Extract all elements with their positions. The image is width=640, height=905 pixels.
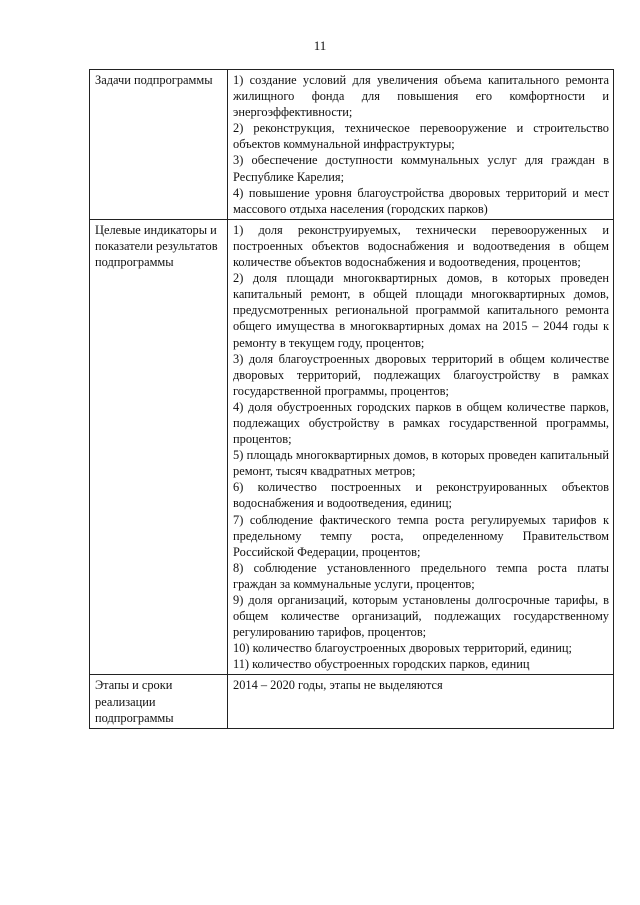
- indicator-item: 11) количество обустроенных городских парков, единиц: [233, 657, 530, 672]
- indicator-item: 1) доля реконструируемых, технически перевооруженных и построенных объектов водоснабжения и водоотведения в общем количестве объектов водоснабжения и водоотведения, процентов;: [233, 222, 609, 270]
- indicator-item: 6) количество построенных и реконструированных объектов водоснабжения и водоотведения, единиц;: [233, 480, 609, 511]
- task-item: 2) реконструкция, техническое перевооружение и строительство объектов коммунальной инфраструктуры;: [233, 121, 609, 152]
- indicator-item: 4) доля обустроенных городских парков в общем количестве парков, подлежащих обустройству в рамках государственной программы, процентов;: [233, 399, 609, 447]
- subprogram-passport-table: [89, 69, 614, 729]
- stages-item: 2014 – 2020 годы, этапы не выделяются: [233, 678, 443, 693]
- indicator-item: 9) доля организаций, которым установлены долгосрочные тарифы, в общем количестве организаций, подлежащих государственному регулированию тарифов, процентов;: [233, 593, 609, 640]
- task-item: 3) обеспечение доступности коммунальных услуг для граждан в Республике Карелия;: [233, 153, 609, 184]
- row-label-stages: Этапы и сроки реализации подпрограммы: [90, 675, 228, 728]
- row-label-indicators: Целевые индикаторы и показатели результатов подпрограммы: [90, 219, 228, 675]
- page-number: 11: [313, 38, 327, 53]
- indicator-item: 7) соблюдение фактического темпа роста регулируемых тарифов к предельному темпу роста, определенному Правительством Российской Федерации, процентов;: [233, 512, 609, 559]
- indicator-item: 3) доля благоустроенных дворовых территорий в общем количестве дворовых территорий, подлежащих благоустройству в рамках государственной программы, процентов;: [233, 351, 609, 398]
- row-label-tasks: Задачи подпрограммы: [90, 70, 228, 220]
- table-row-tasks: [90, 70, 614, 220]
- indicator-item: 2) доля площади многоквартирных домов, в которых проведен капитальный ремонт, в общей площади многоквартирных домов, предусмотренных региональной программой капитального ремонта общего имущества в многоквартирных домах на 2015 – 2044 годы к ремонту в текущем году, процентов;: [233, 271, 609, 350]
- table-row-indicators: [90, 219, 614, 675]
- task-item: 4) повышение уровня благоустройства дворовых территорий и мест массового отдыха населения (городских парков): [233, 185, 609, 216]
- indicator-item: 10) количество благоустроенных дворовых территорий, единиц;: [233, 641, 572, 656]
- row-value-indicators: [228, 219, 614, 675]
- indicator-item: 5) площадь многоквартирных домов, в которых проведен капитальный ремонт, тысяч квадратных метров;: [233, 448, 609, 479]
- row-value-stages: [228, 675, 614, 728]
- row-value-tasks: [228, 70, 614, 220]
- indicator-item: 8) соблюдение установленного предельного темпа роста платы граждан за коммунальные услуги, процентов;: [233, 560, 609, 591]
- task-item: 1) создание условий для увеличения объема капитального ремонта жилищного фонда для повышения его комфортности и энергоэффективности;: [233, 73, 609, 120]
- table-row-stages: [90, 675, 614, 728]
